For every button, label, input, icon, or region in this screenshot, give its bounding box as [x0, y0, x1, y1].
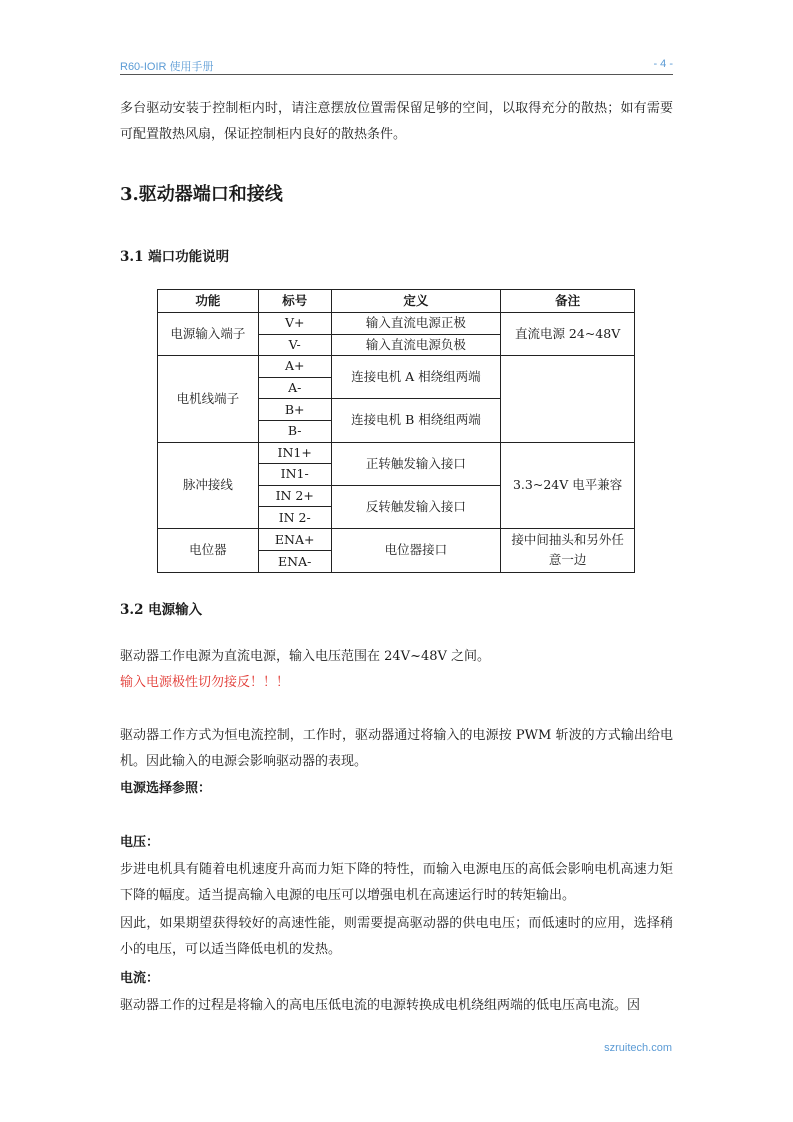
table-header-cell: 功能	[158, 290, 259, 313]
operation-mode-paragraph: 驱动器工作方式为恒电流控制，工作时，驱动器通过将输入的电源按 PWM 斩波的方式输出给电机。因此输入的电源会影响驱动器的表现。	[120, 728, 673, 769]
label-cell: IN1-	[258, 464, 331, 486]
table-row	[158, 528, 635, 550]
section-3-title: 3.驱动器端口和接线	[120, 184, 283, 205]
table-header-row	[158, 290, 635, 313]
note-cell	[501, 356, 635, 442]
table-row	[158, 313, 635, 335]
function-cell: 电位器	[158, 528, 259, 572]
definition-cell: 连接电机 A 相绕组两端	[331, 356, 501, 399]
table-row	[158, 442, 635, 464]
function-cell: 电源输入端子	[158, 313, 259, 356]
current-title: 电流：	[120, 971, 160, 986]
power-reference-title: 电源选择参照：	[120, 781, 212, 796]
label-cell: ENA+	[258, 528, 331, 550]
port-function-table	[157, 289, 635, 573]
label-cell: IN 2-	[258, 507, 331, 529]
voltage-paragraph-2: 因此，如果期望获得较好的高速性能，则需要提高驱动器的供电电压；而低速时的应用，选择稍小的电压，可以适当降低电机的发热。	[120, 916, 673, 957]
definition-cell: 反转触发输入接口	[331, 485, 501, 528]
section-3-2-title: 3.2 电源输入	[120, 602, 203, 618]
function-cell: 脉冲接线	[158, 442, 259, 528]
header-divider	[120, 74, 673, 75]
table-header-cell: 标号	[258, 290, 331, 313]
label-cell: V+	[258, 313, 331, 335]
note-cell: 接中间抽头和另外任意一边	[501, 528, 635, 572]
header-title: R60-IOIR 使用手册	[120, 61, 214, 73]
definition-cell: 电位器接口	[331, 528, 501, 572]
label-cell: V-	[258, 334, 331, 356]
label-cell: IN1+	[258, 442, 331, 464]
label-cell: A+	[258, 356, 331, 378]
function-cell: 电机线端子	[158, 356, 259, 442]
label-cell: ENA-	[258, 550, 331, 572]
voltage-title: 电压：	[120, 835, 160, 850]
table-row	[158, 356, 635, 378]
power-range-line: 驱动器工作电源为直流电源，输入电压范围在 24V~48V 之间。	[120, 649, 491, 664]
definition-cell: 连接电机 B 相绕组两端	[331, 399, 501, 442]
definition-cell: 输入直流电源负极	[331, 334, 501, 356]
definition-cell: 正转触发输入接口	[331, 442, 501, 485]
voltage-paragraph-1: 步进电机具有随着电机速度升高而力矩下降的特性，而输入电源电压的高低会影响电机高速力矩下降的幅度。适当提高输入电源的电压可以增强电机在高速运行时的转矩输出。	[120, 862, 673, 903]
note-cell: 3.3~24V 电平兼容	[501, 442, 635, 528]
table-header-cell: 备注	[501, 290, 635, 313]
label-cell: IN 2+	[258, 485, 331, 507]
page-number: - 4 -	[653, 58, 673, 70]
label-cell: B-	[258, 420, 331, 442]
section-3-1-title: 3.1 端口功能说明	[120, 249, 230, 265]
intro-paragraph: 多台驱动安装于控制柜内时，请注意摆放位置需保留足够的空间，以取得充分的散热；如有需要可配置散热风扇，保证控制柜内良好的散热条件。	[120, 101, 673, 142]
label-cell: A-	[258, 377, 331, 399]
footer-url: szruitech.com	[604, 1042, 672, 1054]
label-cell: B+	[258, 399, 331, 421]
current-paragraph: 驱动器工作的过程是将输入的高电压低电流的电源转换成电机绕组两端的低电压高电流。因	[120, 998, 641, 1013]
table-header-cell: 定义	[331, 290, 501, 313]
polarity-warning: 输入电源极性切勿接反！！！	[120, 675, 290, 690]
note-cell: 直流电源 24~48V	[501, 313, 635, 356]
definition-cell: 输入直流电源正极	[331, 313, 501, 335]
